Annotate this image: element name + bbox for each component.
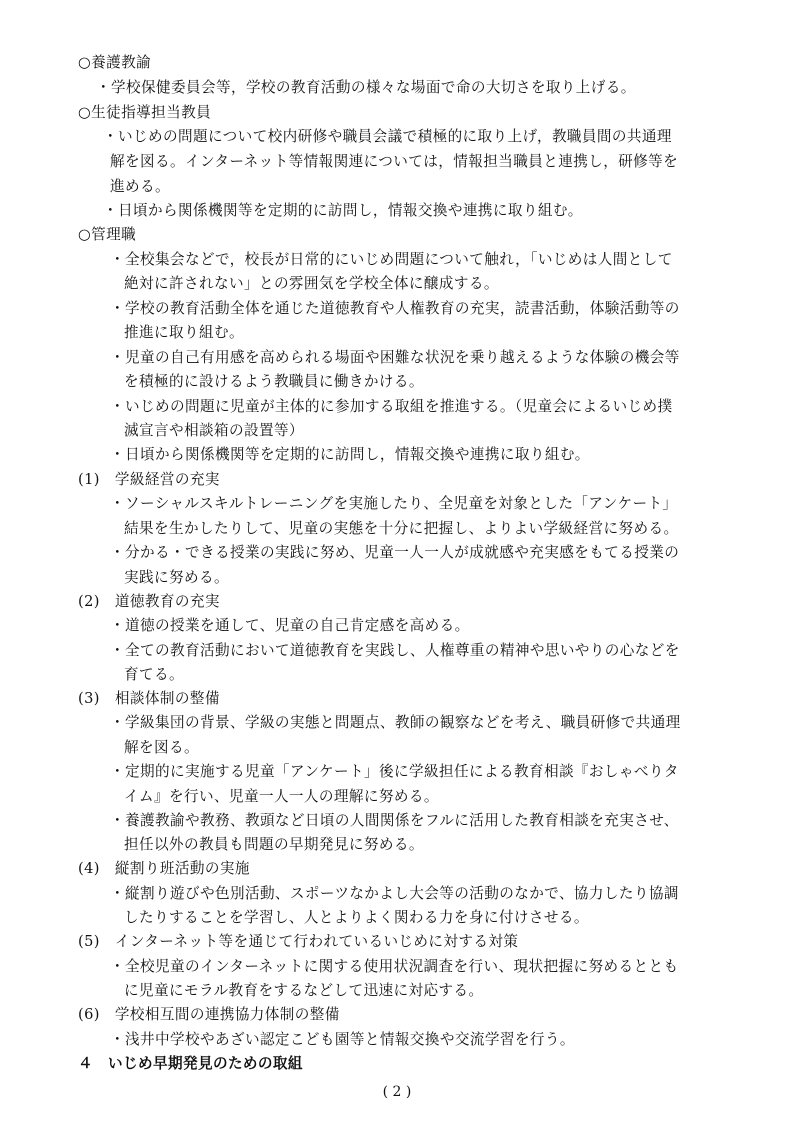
text-line: ・分かる・できる授業の実践に努め、児童一人一人が成就感や充実感をもてる授業の: [110, 544, 680, 561]
text-line: ・いじめの問題について校内研修や職員会議で積極的に取り上げ，教職員間の共通理: [103, 128, 672, 145]
text-line: ・ソーシャルスキルトレーニングを実施したり、全児童を対象とした「アンケート」: [110, 495, 678, 512]
text-line: ○生徒指導担当教員: [78, 104, 212, 121]
text-line: ・日頃から関係機関等を定期的に訪問し，情報交換や連携に取り組む。: [103, 202, 583, 219]
text-line: ・全校集会などで，校長が日常的にいじめ問題について触れ，「いじめは人間として: [110, 251, 673, 268]
text-line: ・道徳の授業を通して、児童の自己肯定感を高める。: [110, 617, 470, 634]
text-line: 滅宣言や相談箱の設置等）: [124, 422, 304, 439]
text-line: 育てる。: [124, 666, 184, 683]
text-line: ○養護教諭: [78, 54, 152, 71]
text-line: ・全ての教育活動において道徳教育を実践し、人権尊重の精神や思いやりの心などを: [110, 642, 680, 659]
section-heading: ４ いじめ早期発見のための取組: [78, 1055, 303, 1072]
text-line: 推進に取り組む。: [124, 324, 244, 341]
text-line: ・日頃から関係機関等を定期的に訪問し，情報交換や連携に取り組む。: [110, 446, 590, 463]
text-line: ・児童の自己有用感を高められる場面や困難な状況を乗り越えるような体験の機会等: [110, 349, 680, 366]
text-line: したりすることを学習し、人とよりよく関わる力を身に付けさせる。: [124, 909, 589, 926]
text-line: を積極的に設けるよう教職員に働きかける。: [124, 373, 424, 390]
text-line: (4) 縦割り班活動の実施: [78, 860, 250, 877]
text-line: 絶対に許されない」との雰囲気を学校全体に醸成する。: [124, 275, 499, 292]
text-line: ・いじめの問題に児童が主体的に参加する取組を推進する。（児童会によるいじめ撲: [110, 398, 673, 415]
text-line: ・学校保健委員会等，学校の教育活動の様々な場面で命の大切さを取り上げる。: [96, 79, 636, 96]
text-line: (6) 学校相互間の連携協力体制の整備: [78, 1006, 340, 1023]
text-line: (1) 学級経営の充実: [78, 471, 220, 488]
text-line: 実践に努める。: [124, 569, 229, 586]
text-line: ・学校の教育活動全体を通じた道徳教育や人権教育の充実，読書活動，体験活動等の: [110, 300, 680, 317]
page-number: ( 2 ): [382, 1084, 412, 1100]
text-line: ・定期的に実施する児童「アンケート」後に学級担任による教育相談『おしゃべりタ: [110, 763, 679, 780]
text-line: ○管理職: [78, 226, 137, 243]
text-line: に児童にモラル教育をするなどして迅速に対応する。: [124, 982, 484, 999]
text-line: 結果を生かしたりして、児童の実態を十分に把握し、よりよい学級経営に努める。: [124, 520, 679, 537]
text-line: イム』を行い、児童一人一人の理解に努める。: [124, 788, 439, 805]
text-line: ・学級集団の背景、学級の実態と問題点、教師の観察などを考え、職員研修で共通理: [110, 714, 681, 731]
text-line: ・縦割り遊びや色別活動、スポーツなかよし大会等の活動のなかで、協力したり協調: [110, 885, 679, 902]
text-line: ・全校児童のインターネットに関する使用状況調査を行い、現状把握に努めるととも: [110, 958, 679, 975]
text-line: ・浅井中学校やあざい認定こども園等と情報交換や交流学習を行う。: [110, 1031, 575, 1048]
text-line: (2) 道徳教育の充実: [78, 593, 220, 610]
text-line: (3) 相談体制の整備: [78, 690, 220, 707]
text-line: 担任以外の教員も問題の早期発見に努める。: [124, 836, 424, 853]
text-line: 解を図る。: [124, 739, 199, 756]
text-line: (5) インターネット等を通じて行われているいじめに対する対策: [78, 933, 519, 950]
text-line: ・養護教諭や教務、教頭など日頃の人間関係をフルに活用した教育相談を充実させ、: [110, 812, 679, 829]
text-line: 解を図る。インターネット等情報関連については，情報担当職員と連携し，研修等を: [110, 153, 679, 170]
text-line: 進める。: [110, 178, 170, 195]
